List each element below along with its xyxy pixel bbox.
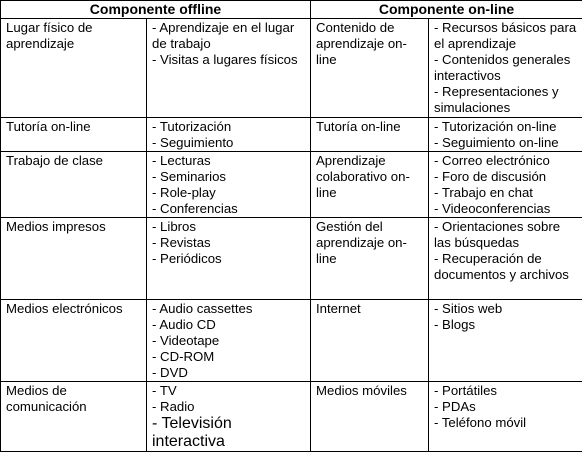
online-label: Gestión del aprendizaje on-line (311, 218, 429, 300)
offline-items (147, 382, 311, 452)
online-label: Medios móviles (311, 382, 429, 452)
online-label: Contenido de aprendizaje on-line (311, 19, 429, 118)
list-item: - DVD (152, 365, 188, 380)
table-row (1, 300, 582, 382)
list-item: - Orientaciones sobre las búsquedas (434, 219, 561, 250)
list-item: - Correo electrónico (434, 153, 550, 168)
list-item: - Libros (152, 219, 196, 234)
list-item: - Trabajo en chat (434, 185, 533, 200)
online-label: Internet (311, 300, 429, 382)
offline-items (147, 218, 311, 300)
offline-label: Lugar físico de aprendizaje (1, 19, 147, 118)
list-item: - Tutorización on-line (434, 119, 557, 134)
list-item: - TV (152, 383, 177, 398)
list-item: - Audio cassettes (152, 301, 253, 316)
list-item: - Conferencias (152, 201, 238, 216)
online-label: Tutoría on-line (311, 118, 429, 152)
list-item: - Revistas (152, 235, 211, 250)
list-item: - Visitas a lugares físicos (152, 52, 298, 67)
list-item: - Videoconferencias (434, 201, 551, 216)
offline-label: Tutoría on-line (1, 118, 147, 152)
list-item: - Televisión interactiva (152, 415, 232, 450)
header-offline: Componente offline (1, 1, 311, 19)
offline-label: Trabajo de clase (1, 152, 147, 218)
list-item: - Seminarios (152, 169, 227, 184)
list-item: - Audio CD (152, 317, 216, 332)
table-row (1, 218, 582, 300)
offline-items (147, 152, 311, 218)
list-item: - Radio (152, 399, 195, 414)
online-label: Aprendizaje colaborativo on-line (311, 152, 429, 218)
table-row (1, 19, 582, 118)
table-row (1, 382, 582, 452)
offline-label: Medios de comunicación (1, 382, 147, 452)
list-item: - Blogs (434, 317, 476, 332)
online-items (429, 152, 582, 218)
list-item: - CD-ROM (152, 349, 215, 364)
list-item: - Seguimiento on-line (434, 135, 559, 150)
table-row (1, 118, 582, 152)
list-item: - Periódicos (152, 251, 222, 266)
list-item: - Teléfono móvil (434, 415, 527, 430)
list-item: - Representaciones y simulaciones (434, 84, 559, 115)
table-header-row (1, 1, 582, 19)
list-item: - PDAs (434, 399, 476, 414)
online-items (429, 382, 582, 452)
list-item: - Foro de discusión (434, 169, 547, 184)
list-item: - Videotape (152, 333, 220, 348)
list-item: - Recursos básicos para el aprendizaje (434, 20, 577, 51)
list-item: - Lecturas (152, 153, 211, 168)
offline-items (147, 118, 311, 152)
online-items (429, 218, 582, 300)
offline-label: Medios electrónicos (1, 300, 147, 382)
list-item: - Seguimiento (152, 135, 234, 150)
offline-label: Medios impresos (1, 218, 147, 300)
list-item: - Sitios web (434, 301, 503, 316)
list-item: - Contenidos generales interactivos (434, 52, 571, 83)
list-item: - Portátiles (434, 383, 498, 398)
list-item: - Role-play (152, 185, 216, 200)
offline-items (147, 300, 311, 382)
list-item: - Aprendizaje en el lugar de trabajo (152, 20, 295, 51)
online-items (429, 19, 582, 118)
table-row (1, 152, 582, 218)
list-item: - Recuperación de documentos y archivos (434, 251, 569, 282)
offline-items (147, 19, 311, 118)
header-online: Componente on-line (311, 1, 582, 19)
online-items (429, 300, 582, 382)
list-item: - Tutorización (152, 119, 232, 134)
online-items (429, 118, 582, 152)
